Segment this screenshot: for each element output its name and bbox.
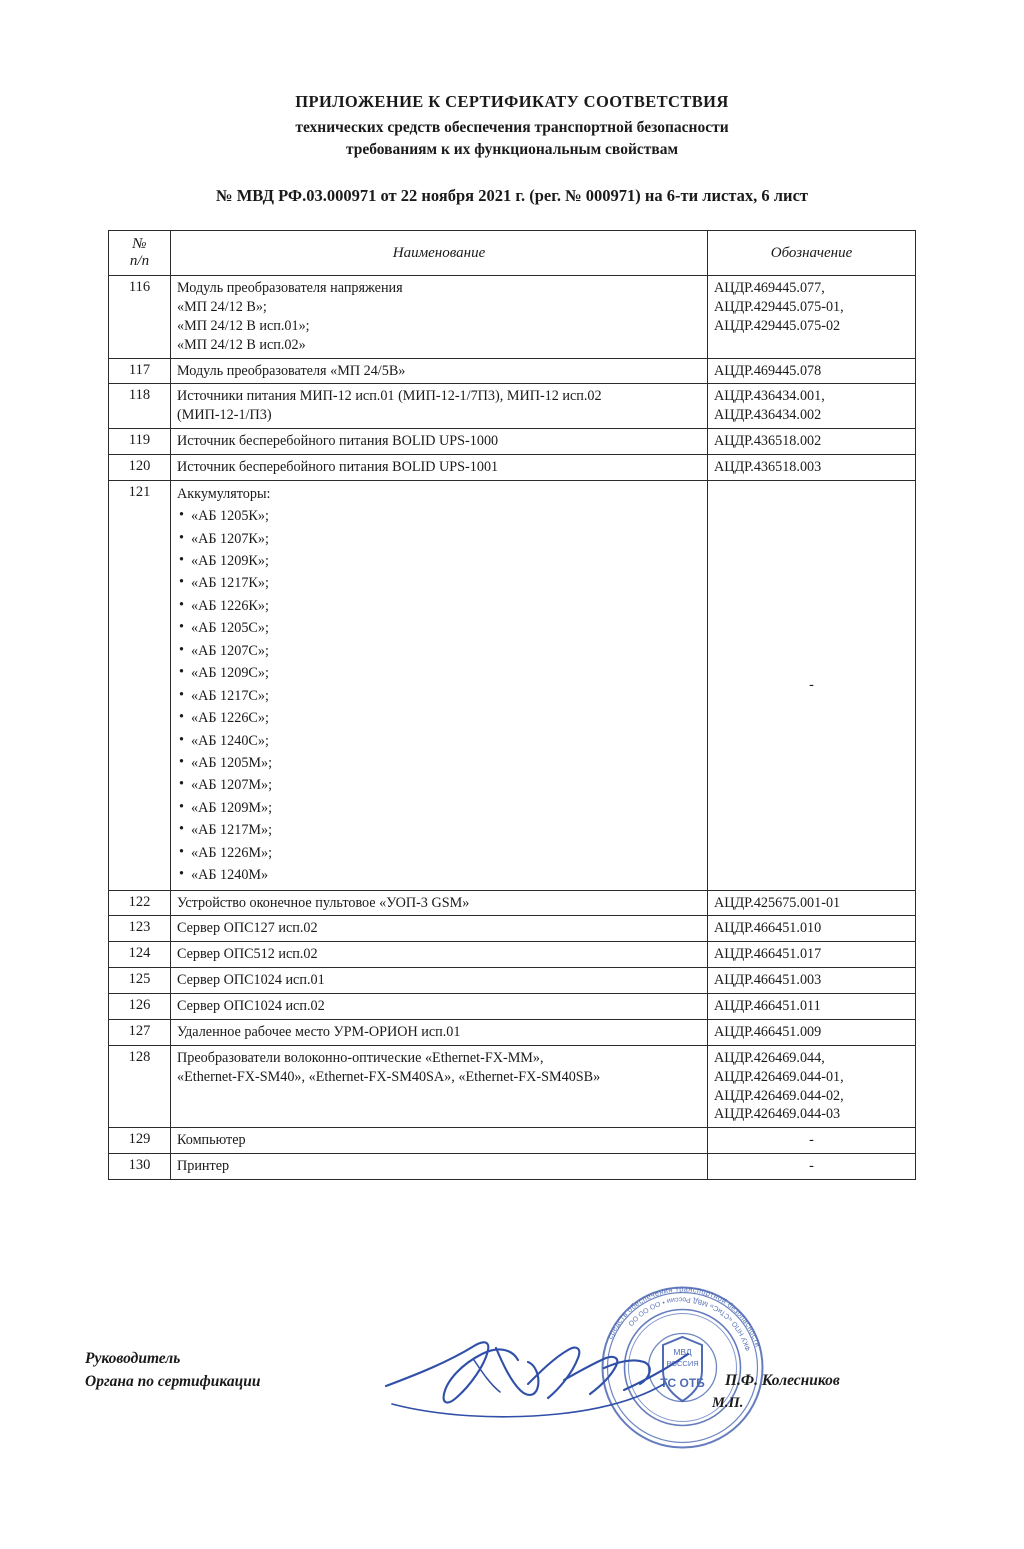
column-header-number-line-1: № (132, 236, 147, 252)
signatory-role (85, 1347, 260, 1394)
svg-text:средств обеспечения транспортн: средств обеспечения транспортной безопасности (605, 1284, 763, 1349)
row-designation-line: АЦДР.469445.077, (714, 280, 825, 296)
table-row (109, 455, 916, 481)
appendix-table (108, 230, 916, 1180)
row-name (171, 358, 708, 384)
row-designation-line: АЦДР.426469.044, (714, 1049, 825, 1066)
row-name (171, 1128, 708, 1154)
row-designation-line: АЦДР.469445.078 (714, 362, 822, 379)
row-designation (708, 1154, 916, 1180)
row-designation (708, 1045, 916, 1128)
row-name (171, 455, 708, 481)
list-item: • «АБ 1240С»; (177, 730, 701, 752)
svg-text:ТС ОТБ: ТС ОТБ (660, 1376, 705, 1390)
list-item: • «АБ 1207К»; (177, 528, 701, 550)
row-designation (708, 480, 916, 890)
table-body (109, 276, 916, 1180)
list-item: • «АБ 1217К»; (177, 572, 701, 594)
column-header-designation: Обозначение (708, 231, 916, 276)
row-name-line: Компьютер (177, 1132, 246, 1149)
document-page (0, 92, 1024, 1549)
row-designation (708, 916, 916, 942)
list-item: • «АБ 1207М»; (177, 774, 701, 796)
list-item: • «АБ 1205К»; (177, 505, 701, 527)
row-designation (708, 455, 916, 481)
row-designation (708, 276, 916, 359)
row-designation (708, 1019, 916, 1045)
row-name-line: «МП 24/12 В»; (177, 298, 267, 315)
list-item: • «АБ 1226К»; (177, 595, 701, 617)
svg-text:РОССИЯ: РОССИЯ (666, 1359, 699, 1368)
table-row (109, 276, 916, 359)
row-name-line: «МП 24/12 В исп.02» (177, 336, 306, 353)
row-number: 124 (109, 942, 171, 968)
row-designation-line: - (809, 1132, 814, 1149)
column-header-number-line-2: п/п (129, 253, 150, 269)
table-row (109, 968, 916, 994)
row-name-line: Принтер (177, 1158, 230, 1175)
row-designation-line: АЦДР.425675.001-01 (714, 894, 841, 911)
row-designation-line: АЦДР.429445.075-01, (714, 298, 844, 315)
row-designation-line: АЦДР.436518.002 (714, 433, 822, 450)
list-item: • «АБ 1226С»; (177, 707, 701, 729)
table-row (109, 480, 916, 890)
row-name-line: Модуль преобразователя напряжения (177, 280, 403, 296)
row-designation-line: АЦДР.436434.001, (714, 388, 825, 405)
row-name-line: Устройство оконечное пультовое «УОП-3 GSM» (177, 894, 470, 911)
row-number: 118 (109, 384, 171, 429)
svg-text:МВД: МВД (673, 1347, 692, 1357)
battery-list-title: Аккумуляторы: (177, 485, 271, 502)
row-name (171, 994, 708, 1020)
column-header-name: Наименование (171, 231, 708, 276)
official-stamp (590, 1275, 775, 1460)
row-designation (708, 994, 916, 1020)
table-row (109, 942, 916, 968)
row-designation-line: АЦДР.436518.003 (714, 459, 822, 475)
row-designation (708, 429, 916, 455)
row-name (171, 1045, 708, 1128)
row-number: 127 (109, 1019, 171, 1045)
row-name-line: Источник бесперебойного питания BOLID UPS-1001 (177, 459, 499, 475)
table-row (109, 1019, 916, 1045)
table-row (109, 994, 916, 1020)
row-designation-line: АЦДР.429445.075-02 (714, 317, 841, 334)
row-name (171, 429, 708, 455)
row-number: 123 (109, 916, 171, 942)
list-item: • «АБ 1209С»; (177, 662, 701, 684)
row-name-line: (МИП-12-1/П3) (177, 407, 272, 424)
row-number: 128 (109, 1045, 171, 1128)
row-designation-line: АЦДР.436434.002 (714, 407, 822, 424)
row-designation (708, 942, 916, 968)
battery-list (177, 505, 701, 886)
row-number: 116 (109, 276, 171, 359)
row-designation-line: АЦДР.466451.009 (714, 1023, 822, 1040)
signatory-role-line-2: Органа по сертификации (85, 1373, 261, 1391)
row-designation-line: АЦДР.466451.010 (714, 920, 822, 937)
row-number: 119 (109, 429, 171, 455)
row-name (171, 916, 708, 942)
table-row (109, 358, 916, 384)
row-number: 122 (109, 890, 171, 916)
row-designation-line: АЦДР.426469.044-01, (714, 1068, 844, 1085)
row-name-line: Источники питания МИП-12 исп.01 (МИП-12-1/7П3), МИП-12 исп.02 (177, 388, 602, 405)
list-item: • «АБ 1217С»; (177, 685, 701, 707)
header-title-line-3: требованиям к их функциональным свойствам (345, 141, 679, 158)
row-designation (708, 968, 916, 994)
row-designation-line: - (809, 1158, 814, 1175)
row-designation-line: АЦДР.466451.003 (714, 972, 822, 989)
table-row (109, 890, 916, 916)
row-designation (708, 1128, 916, 1154)
row-name-line: Сервер ОПС1024 исп.02 (177, 998, 325, 1015)
column-header-number (109, 231, 171, 276)
list-item: • «АБ 1207С»; (177, 640, 701, 662)
row-name-line: Источник бесперебойного питания BOLID UPS-1000 (177, 433, 499, 450)
list-item: • «АБ 1209К»; (177, 550, 701, 572)
row-designation (708, 384, 916, 429)
row-designation-line: АЦДР.466451.011 (714, 998, 821, 1015)
row-name (171, 1154, 708, 1180)
list-item: • «АБ 1240М» (177, 864, 701, 886)
table-header-row (109, 231, 916, 276)
handwritten-signature (378, 1324, 708, 1434)
list-item: • «АБ 1217М»; (177, 819, 701, 841)
row-name (171, 276, 708, 359)
header-title-line-1: ПРИЛОЖЕНИЕ К СЕРТИФИКАТУ СООТВЕТСТВИЯ (295, 92, 729, 111)
row-number: 129 (109, 1128, 171, 1154)
row-name (171, 384, 708, 429)
row-designation-line: АЦДР.426469.044-02, (714, 1087, 844, 1104)
document-header (0, 92, 1024, 159)
row-name-line: «МП 24/12 В исп.01»; (177, 317, 310, 334)
row-designation (708, 358, 916, 384)
row-name-line: Удаленное рабочее место УРМ-ОРИОН исп.01 (177, 1023, 461, 1040)
table-row (109, 1154, 916, 1180)
row-number: 125 (109, 968, 171, 994)
row-number: 117 (109, 358, 171, 384)
row-number: 126 (109, 994, 171, 1020)
list-item: • «АБ 1226М»; (177, 842, 701, 864)
table-row (109, 1045, 916, 1128)
row-number: 120 (109, 455, 171, 481)
row-name (171, 942, 708, 968)
certificate-number-line: № МВД РФ.03.000971 от 22 ноября 2021 г. (рег. № 000971) на 6-ти листах, 6 лист (216, 186, 808, 205)
row-name-line: Преобразователи волоконно-оптические «Ethernet-FX-MM», (177, 1049, 544, 1066)
list-item: • «АБ 1205М»; (177, 752, 701, 774)
header-title-line-2: технических средств обеспечения транспортной безопасности (295, 119, 729, 136)
row-number: 130 (109, 1154, 171, 1180)
row-name (171, 480, 708, 890)
signatory-name: П.Ф. Колесников (725, 1372, 840, 1389)
row-name-line: Модуль преобразователя «МП 24/5В» (177, 362, 406, 379)
row-name-line: Сервер ОПС127 исп.02 (177, 920, 318, 937)
row-designation-line: АЦДР.466451.017 (714, 946, 822, 963)
row-designation-line: - (809, 676, 814, 693)
stamp-place-label: М.П. (712, 1395, 744, 1411)
table-row (109, 916, 916, 942)
signatory-role-line-1: Руководитель (85, 1350, 181, 1367)
row-number: 121 (109, 480, 171, 890)
list-item: • «АБ 1205С»; (177, 617, 701, 639)
table-row (109, 1128, 916, 1154)
row-name (171, 968, 708, 994)
svg-text:ФКУ НПО «СТиС» МВД России • ОО: ФКУ НПО «СТиС» МВД России • ОО ОО ОО (626, 1295, 753, 1352)
list-item: • «АБ 1209М»; (177, 797, 701, 819)
row-name (171, 890, 708, 916)
row-name-line: «Ethernet-FX-SM40», «Ethernet-FX-SM40SA», «Ethernet-FX-SM40SB» (177, 1068, 601, 1085)
table-row (109, 429, 916, 455)
row-name (171, 1019, 708, 1045)
row-name-line: Сервер ОПС512 исп.02 (177, 946, 318, 963)
row-designation-line: АЦДР.426469.044-03 (714, 1106, 841, 1123)
row-designation (708, 890, 916, 916)
row-name-line: Сервер ОПС1024 исп.01 (177, 972, 325, 989)
table-row (109, 384, 916, 429)
